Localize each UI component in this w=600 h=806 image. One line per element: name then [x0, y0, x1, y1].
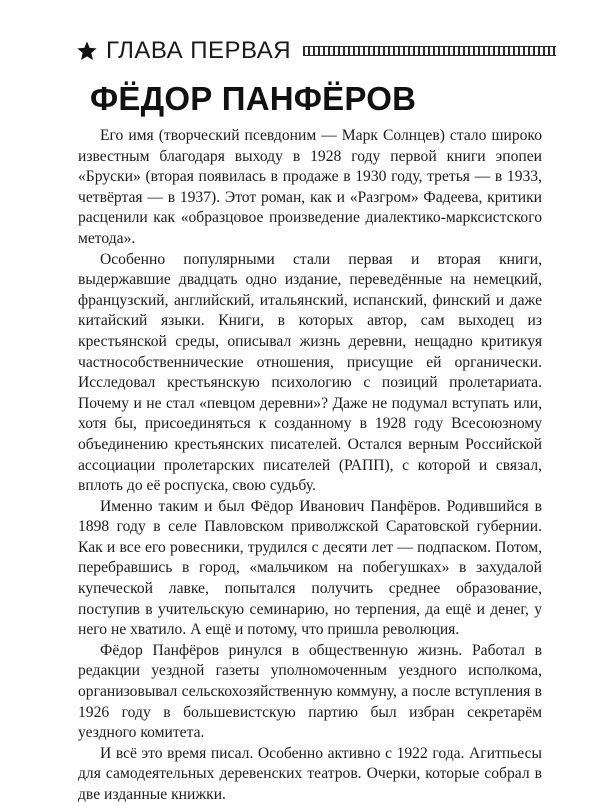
- paragraph: Фёдор Панфёров ринулся в общественную жизнь. Работал в редакции уездной газеты уполномоченным уездного исполкома, организовывал сельскохозяйственную коммуну, а после вступления в 1926 году в большевистскую партию был избран секретарём уездного комитета.: [78, 641, 542, 742]
- paragraph: Особенно популярными стали первая и вторая книги, выдержавшие двадцать одно издание, переведённые на немецкий, французский, английский, итальянский, испанский, финский и даже китайский языки. Книги, в которых автор, сам выходец из крестьянской среды, описывал жизнь деревни, нещадно критикуя частнособственнические отношения, присущие ей органически. Исследовал крестьянскую психологию с позиций пролетариата. Почему и не стал «певцом деревни»? Даже не подумал вступать или, хотя бы, присоединяться к созданному в 1928 году Всесоюзному объединению крестьянских писателей. Остался верным Российской ассоциации пролетарских писателей (РАПП), с которой и связал, вплоть до её роспуска, свою судьбу.: [78, 250, 542, 495]
- paragraph: И всё это время писал. Особенно активно с 1922 года. Агитпьесы для самодеятельных деревенских театров. Очерки, которые собрал в две изданные книжки.: [78, 744, 542, 803]
- paragraph: Его имя (творческий псевдоним — Марк Солнцев) стало широко известным благодаря выходу в 1928 году первой книги эпопеи «Бруски» (вторая появилась в продаже в 1930 году, третья — в 1933, четвёртая — в 1937). Этот роман, как и «Разгром» Фадеева, критики расценили как «образцовое произведение диалектико-марксистского метода».: [78, 127, 542, 247]
- chapter-header: [76, 36, 556, 66]
- decorative-rule: [303, 46, 556, 56]
- body-text: [78, 126, 542, 806]
- paragraph: Именно таким и был Фёдор Иванович Панфёров. Родившийся в 1898 году в селе Павловском приволжской Саратовской губернии. Как и все его ровесники, трудился с десяти лет — подпаском. Потом, перебравшись в город, «мальчиком на побегушках» в захудалой купеческой лавке, попытался получить среднее образование, поступив в учительскую семинарию, но терпения, да ещё и денег, у него не хватило. А ещё и потому, что пришла революция.: [78, 497, 542, 639]
- page-title: ФЁДОР ПАНФЁРОВ: [90, 80, 417, 117]
- star-icon: [76, 40, 98, 62]
- chapter-label: ГЛАВА ПЕРВАЯ: [106, 37, 292, 64]
